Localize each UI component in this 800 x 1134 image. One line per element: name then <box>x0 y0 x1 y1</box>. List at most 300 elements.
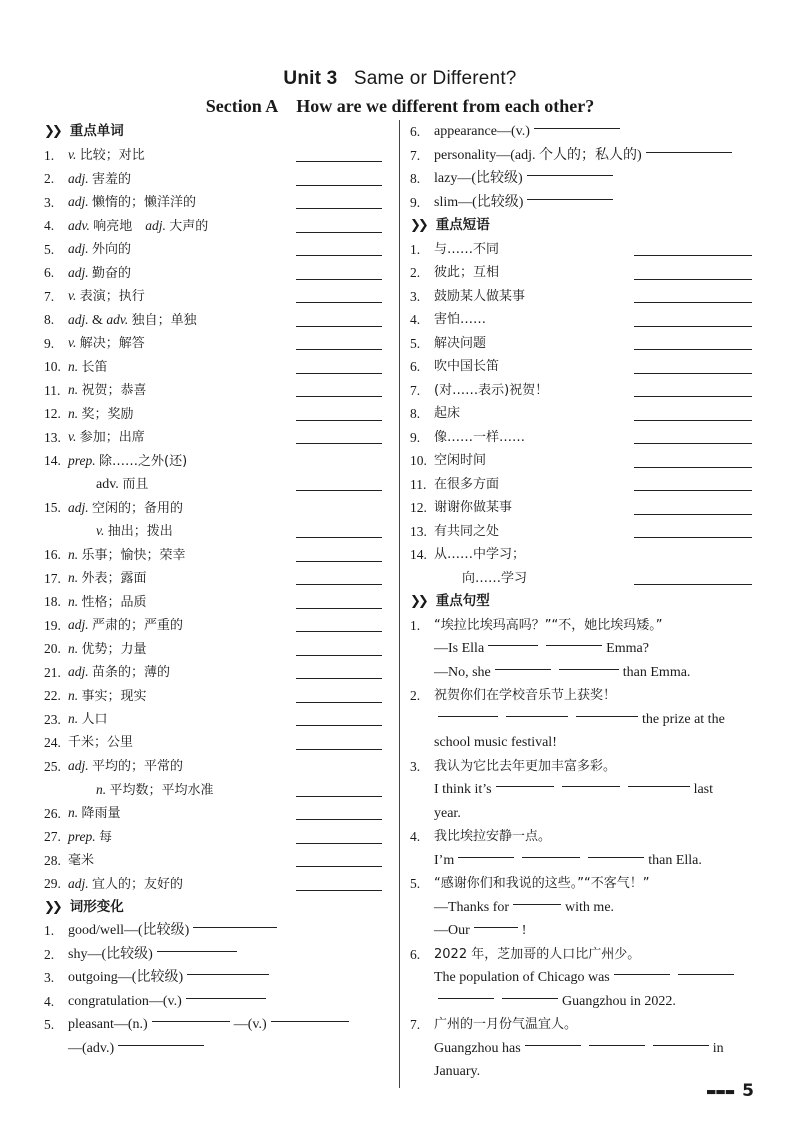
prompt-part: 响亮地 <box>93 218 146 234</box>
answer-blank[interactable] <box>296 819 382 820</box>
item-number: 3. <box>44 194 55 210</box>
prompt-part: n. <box>68 687 82 703</box>
item-number: 15. <box>44 500 61 515</box>
item-number: 6. <box>44 265 55 280</box>
answer-blank[interactable] <box>522 857 580 858</box>
item-prompt <box>68 872 183 897</box>
item-number: 7. <box>410 1017 421 1032</box>
item-prompt <box>68 566 147 591</box>
item-prompt <box>68 754 183 779</box>
item-prompt <box>68 355 108 380</box>
item-prompt <box>68 308 197 333</box>
answer-blank[interactable] <box>634 537 752 538</box>
page-number: 5 <box>742 1081 754 1101</box>
prompt-part: 平均的；平常的 <box>92 759 184 774</box>
form-prompt: good/well—(比较级) <box>68 923 190 938</box>
phrase-item <box>410 402 760 426</box>
answer-blank[interactable] <box>438 998 494 999</box>
phrase-prompt: 起床 <box>434 406 461 421</box>
sentence-line <box>410 943 760 967</box>
heading-key-words-text: 重点单词 <box>69 123 124 139</box>
answer-blank[interactable] <box>296 185 382 186</box>
sentence-text: —Thanks for <box>434 899 510 915</box>
prompt-part: 长笛 <box>81 359 108 375</box>
prompt-part: n. <box>68 593 82 609</box>
item-prompt <box>68 425 145 450</box>
sentence-text: in <box>712 1040 724 1056</box>
answer-blank[interactable] <box>296 655 382 656</box>
phrase-prompt: 谢谢你做某事 <box>434 500 513 515</box>
item-number: 20. <box>44 641 61 656</box>
prompt-part: v. <box>68 288 80 303</box>
item-number: 18. <box>44 594 61 609</box>
answer-blank[interactable] <box>646 152 732 153</box>
sentence-text: ! <box>521 923 527 938</box>
answer-blank[interactable] <box>634 326 752 327</box>
item-prompt <box>68 284 145 309</box>
prompt-part: 乐事；愉快；荣幸 <box>81 547 186 563</box>
prompt-part: 外表；露面 <box>81 571 147 586</box>
prompt-part: 解决；解答 <box>79 336 145 351</box>
form-prompt: —(adv.) <box>68 1040 115 1056</box>
word-form-item <box>44 990 392 1014</box>
prompt-part: n. <box>68 640 82 656</box>
word-item <box>44 426 392 450</box>
left-column <box>44 120 392 1060</box>
item-prompt <box>68 449 187 474</box>
phrase-item <box>410 543 760 567</box>
item-prompt <box>68 214 208 239</box>
phrase-prompt: 解决问题 <box>434 335 487 351</box>
sentence-line <box>410 872 760 896</box>
answer-blank[interactable] <box>152 1021 230 1022</box>
answer-blank[interactable] <box>296 584 382 585</box>
phrase-prompt: 彼此；互相 <box>434 265 500 280</box>
phrase-prompt: 害怕…… <box>434 312 487 327</box>
answer-blank[interactable] <box>296 349 382 350</box>
heading-key-sentences <box>410 590 760 614</box>
item-number: 4. <box>44 218 55 233</box>
sentence-chinese: 广州的一月份气温宜人。 <box>434 1017 578 1032</box>
prompt-part: v. <box>68 335 80 350</box>
item-number: 12. <box>44 406 61 421</box>
item-number: 13. <box>44 429 61 445</box>
heading-word-forms-text: 词形变化 <box>69 898 124 915</box>
answer-blank[interactable] <box>634 373 752 374</box>
item-number: 3. <box>410 758 421 774</box>
prompt-part: adj. <box>68 664 93 679</box>
answer-blank[interactable] <box>634 584 752 585</box>
item-prompt <box>68 237 131 262</box>
word-form-item <box>44 919 392 943</box>
phrase-item <box>410 379 760 403</box>
item-prompt <box>68 167 131 192</box>
prompt-part: n. <box>68 711 82 726</box>
sentence-line <box>410 919 760 943</box>
answer-blank[interactable] <box>562 786 620 787</box>
item-prompt <box>68 378 147 403</box>
form-prompt: shy—(比较级) <box>68 946 153 962</box>
phrase-item <box>410 308 760 332</box>
answer-blank[interactable] <box>527 199 613 200</box>
answer-blank[interactable] <box>296 373 382 374</box>
answer-blank[interactable] <box>296 279 382 280</box>
prompt-part: 奖；奖励 <box>81 406 134 422</box>
item-number: 5. <box>410 876 421 891</box>
prompt-part: adj. <box>68 617 93 632</box>
answer-blank[interactable] <box>296 843 382 844</box>
word-item <box>44 144 392 168</box>
sentence-line <box>410 614 760 638</box>
answer-blank[interactable] <box>527 175 613 176</box>
answer-blank[interactable] <box>296 866 382 867</box>
prompt-part: adj. <box>68 264 93 280</box>
phrase-item <box>410 238 760 262</box>
form-prompt: lazy—(比较级) <box>434 171 523 186</box>
word-item <box>44 637 392 661</box>
item-number: 29. <box>44 876 61 891</box>
prompt-part: v. <box>68 429 80 444</box>
answer-blank[interactable] <box>296 702 382 703</box>
phrase-prompt: (对……表示)祝贺！ <box>434 382 549 398</box>
word-item <box>44 684 392 708</box>
item-number: 10. <box>410 453 427 468</box>
item-number: 5. <box>44 1017 55 1032</box>
item-prompt <box>68 473 148 497</box>
item-number: 5. <box>410 335 421 351</box>
word-item <box>44 379 392 403</box>
item-prompt <box>68 825 112 850</box>
answer-blank[interactable] <box>296 890 382 891</box>
item-number: 17. <box>44 570 61 586</box>
phrase-item <box>410 355 760 379</box>
prompt-part: 事实；现实 <box>81 688 147 704</box>
sentence-text: I think it’s <box>434 782 492 797</box>
sentence-line <box>410 1060 760 1084</box>
prompt-part: 祝贺；恭喜 <box>81 383 147 398</box>
word-item <box>44 285 392 309</box>
answer-blank[interactable] <box>296 796 382 797</box>
item-prompt <box>68 143 145 168</box>
item-number: 2. <box>410 265 421 280</box>
prompt-part: adj. <box>68 758 93 773</box>
answer-blank[interactable] <box>296 561 382 562</box>
answer-blank[interactable] <box>186 998 266 999</box>
sentence-chinese: 2022 年，芝加哥的人口比广州少。 <box>434 946 641 962</box>
answer-blank[interactable] <box>296 326 382 327</box>
prompt-part: prep. <box>68 828 99 844</box>
prompt-part: adj. <box>68 875 93 891</box>
answer-blank[interactable] <box>296 443 382 444</box>
prompt-part: 外向的 <box>92 242 132 257</box>
prompt-part: 大声的 <box>169 218 209 234</box>
item-number: 21. <box>44 664 61 680</box>
prompt-part: adj. <box>68 170 93 186</box>
prompt-part: 千米；公里 <box>68 735 134 750</box>
prompt-part: v. <box>96 523 108 538</box>
prompt-part: 懒惰的；懒洋洋的 <box>92 195 197 210</box>
prompt-part: n. <box>68 358 82 374</box>
sentence-text: The population of Chicago was <box>434 970 610 985</box>
page-footer <box>706 1081 754 1101</box>
answer-blank[interactable] <box>634 514 752 515</box>
item-number: 2. <box>410 688 421 703</box>
sentence-chinese: “埃拉比埃玛高吗？”“不，她比埃玛矮。” <box>434 617 663 633</box>
prompt-part: adj. <box>68 311 93 327</box>
answer-blank[interactable] <box>296 631 382 632</box>
right-column <box>410 120 760 1084</box>
item-number: 9. <box>410 194 421 210</box>
answer-blank[interactable] <box>589 1045 645 1046</box>
item-number: 2. <box>44 171 55 186</box>
answer-blank[interactable] <box>296 161 382 162</box>
word-item <box>44 449 392 473</box>
answer-blank[interactable] <box>588 857 644 858</box>
item-number: 28. <box>44 852 61 868</box>
answer-blank[interactable] <box>296 678 382 679</box>
double-chevron-icon: ❯❯ <box>410 594 426 609</box>
answer-blank[interactable] <box>628 786 690 787</box>
item-number: 5. <box>44 241 55 257</box>
item-prompt <box>68 707 108 732</box>
answer-blank[interactable] <box>296 725 382 726</box>
answer-blank[interactable] <box>458 857 514 858</box>
answer-blank[interactable] <box>634 443 752 444</box>
item-number: 6. <box>410 359 421 374</box>
word-item <box>44 708 392 732</box>
double-chevron-icon: ❯❯ <box>44 124 60 139</box>
answer-blank[interactable] <box>488 645 538 646</box>
sentence-line <box>410 825 760 849</box>
item-number: 24. <box>44 735 61 750</box>
item-prompt <box>68 519 173 544</box>
phrase-prompt: 从……中学习； <box>434 547 526 562</box>
answer-blank[interactable] <box>271 1021 349 1022</box>
prompt-part: adj. <box>68 194 93 209</box>
column-divider <box>399 120 400 1088</box>
word-item <box>44 238 392 262</box>
section-question: How are we different from each other? <box>296 96 595 116</box>
answer-blank[interactable] <box>296 608 382 609</box>
prompt-part: 除……之外(还) <box>99 453 188 469</box>
form-prompt: appearance—(v.) <box>434 124 530 139</box>
answer-blank[interactable] <box>296 302 382 303</box>
word-form-item <box>410 144 760 168</box>
prompt-part: n. <box>68 570 82 585</box>
word-form-item <box>410 167 760 191</box>
sentence-line <box>410 661 760 685</box>
form-prompt: slim—(比较级) <box>434 194 524 210</box>
answer-blank[interactable] <box>296 232 382 233</box>
item-number: 6. <box>410 946 421 962</box>
item-number: 3. <box>410 288 421 304</box>
item-number: 4. <box>44 993 55 1009</box>
sentence-text: than Emma. <box>622 664 691 680</box>
answer-blank[interactable] <box>496 786 554 787</box>
item-number: 6. <box>410 124 421 139</box>
word-item <box>44 849 392 873</box>
item-number: 8. <box>410 406 421 421</box>
phrase-prompt: 与……不同 <box>434 241 500 257</box>
item-prompt <box>68 190 196 215</box>
phrase-item <box>410 567 760 591</box>
item-number: 13. <box>410 523 427 539</box>
unit-label: Unit 3 <box>283 68 338 89</box>
phrase-item <box>410 426 760 450</box>
word-item <box>44 778 392 802</box>
answer-blank[interactable] <box>634 420 752 421</box>
form-prompt: personality—(adj. 个人的；私人的) <box>434 147 642 163</box>
prompt-part: 勤奋的 <box>92 265 132 281</box>
item-prompt <box>68 402 134 427</box>
phrase-prompt: 向……学习 <box>462 570 528 586</box>
answer-blank[interactable] <box>193 927 277 928</box>
answer-blank[interactable] <box>634 467 752 468</box>
word-item <box>44 214 392 238</box>
item-number: 16. <box>44 547 61 562</box>
item-prompt <box>68 684 147 709</box>
word-form-item <box>44 966 392 990</box>
word-item <box>44 520 392 544</box>
sentence-line <box>410 1013 760 1037</box>
sentence-chinese: 祝贺你们在学校音乐节上获奖！ <box>434 688 617 703</box>
phrase-item <box>410 520 760 544</box>
answer-blank[interactable] <box>296 420 382 421</box>
answer-blank[interactable] <box>614 974 670 975</box>
heading-key-sentences-text: 重点句型 <box>435 593 490 609</box>
answer-blank[interactable] <box>296 490 382 491</box>
item-number: 7. <box>410 147 421 163</box>
sentence-text: year. <box>434 805 461 821</box>
form-prompt: —(v.) <box>233 1017 267 1032</box>
phrase-prompt: 空闲时间 <box>434 453 487 468</box>
prompt-part: 表演；执行 <box>79 289 145 304</box>
answer-blank[interactable] <box>296 537 382 538</box>
answer-blank[interactable] <box>502 998 558 999</box>
prompt-part: 而且 <box>122 476 149 492</box>
item-number: 12. <box>410 500 427 515</box>
item-number: 9. <box>44 335 55 351</box>
item-prompt <box>68 590 147 615</box>
answer-blank[interactable] <box>118 1045 204 1046</box>
answer-blank[interactable] <box>634 302 752 303</box>
word-item <box>44 590 392 614</box>
answer-blank[interactable] <box>525 1045 581 1046</box>
answer-blank[interactable] <box>634 279 752 280</box>
phrase-prompt: 有共同之处 <box>434 523 500 539</box>
word-item <box>44 731 392 755</box>
item-number: 27. <box>44 829 61 844</box>
sentence-text: January. <box>434 1064 481 1079</box>
item-number: 2. <box>44 946 55 962</box>
section-title <box>0 96 800 117</box>
prompt-part: 严肃的；严重的 <box>92 618 184 633</box>
answer-blank[interactable] <box>559 669 619 670</box>
item-number: 3. <box>44 970 55 985</box>
answer-blank[interactable] <box>296 255 382 256</box>
item-prompt <box>68 778 214 803</box>
item-number: 8. <box>410 171 421 186</box>
prompt-part: adj. <box>145 217 170 233</box>
answer-blank[interactable] <box>634 349 752 350</box>
answer-blank[interactable] <box>157 951 237 952</box>
sentence-text: than Ella. <box>648 852 702 868</box>
answer-blank[interactable] <box>634 396 752 397</box>
sentence-text: last <box>693 782 714 797</box>
prompt-part: 抽出；拨出 <box>107 524 173 539</box>
sentence-line <box>410 990 760 1014</box>
item-prompt <box>68 331 145 356</box>
sentence-line <box>410 966 760 990</box>
word-item <box>44 261 392 285</box>
sentence-line <box>410 684 760 708</box>
answer-blank[interactable] <box>513 904 561 905</box>
item-number: 1. <box>44 147 55 163</box>
prompt-part: n. <box>68 382 82 397</box>
word-item <box>44 355 392 379</box>
answer-blank[interactable] <box>296 396 382 397</box>
phrase-prompt: 吹中国长笛 <box>434 359 500 374</box>
prompt-part: 优势；力量 <box>81 641 147 657</box>
sentence-text: —No, she <box>434 664 491 680</box>
word-item <box>44 661 392 685</box>
prompt-part: 参加；出席 <box>79 430 145 445</box>
answer-blank[interactable] <box>495 669 551 670</box>
answer-blank[interactable] <box>506 716 568 717</box>
prompt-part: prep. <box>68 452 99 468</box>
answer-blank[interactable] <box>576 716 638 717</box>
answer-blank[interactable] <box>634 255 752 256</box>
answer-blank[interactable] <box>653 1045 709 1046</box>
answer-blank[interactable] <box>534 128 620 129</box>
item-prompt <box>68 543 186 568</box>
sentence-line <box>410 896 760 920</box>
answer-blank[interactable] <box>474 927 518 928</box>
answer-blank[interactable] <box>678 974 734 975</box>
item-prompt <box>68 637 147 662</box>
word-item <box>44 567 392 591</box>
word-item <box>44 402 392 426</box>
sentence-text: with me. <box>565 899 615 915</box>
answer-blank[interactable] <box>296 208 382 209</box>
item-number: 25. <box>44 758 61 774</box>
prompt-part: 比较；对比 <box>79 148 145 163</box>
sentence-text: school music festival! <box>434 735 557 750</box>
answer-blank[interactable] <box>187 974 269 975</box>
form-prompt: pleasant—(n.) <box>68 1017 148 1032</box>
prompt-part: 人口 <box>81 712 108 727</box>
sentence-line <box>410 755 760 779</box>
word-item <box>44 191 392 215</box>
double-chevron-icon: ❯❯ <box>410 218 426 233</box>
prompt-part: adv. <box>96 476 123 492</box>
answer-blank[interactable] <box>546 645 602 646</box>
answer-blank[interactable] <box>634 490 752 491</box>
word-form-item <box>410 191 760 215</box>
word-form-item <box>44 943 392 967</box>
answer-blank[interactable] <box>438 716 498 717</box>
prompt-part: 苗条的；薄的 <box>92 665 171 680</box>
word-item <box>44 825 392 849</box>
phrase-item <box>410 449 760 473</box>
prompt-part: n. <box>68 546 82 562</box>
item-prompt <box>68 801 121 826</box>
prompt-part: 毫米 <box>68 852 95 868</box>
item-prompt <box>68 496 183 521</box>
sentence-line <box>410 849 760 873</box>
item-prompt <box>68 613 183 638</box>
answer-blank[interactable] <box>296 749 382 750</box>
